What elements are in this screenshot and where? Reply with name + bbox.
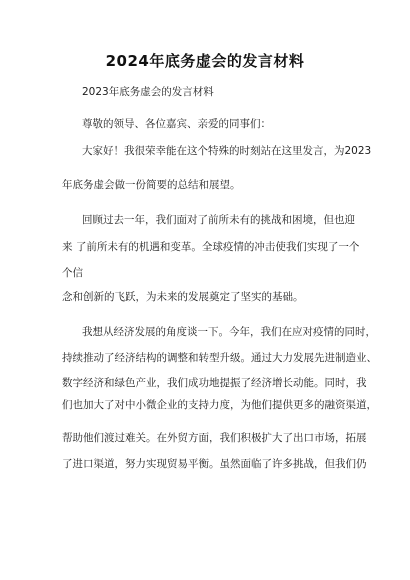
paragraph-line: 来 了前所未有的机遇和变革。全球疫情的冲击使我们实现了一个 [62,241,360,253]
paragraph-line: 我想从经济发展的角度谈一下。今年，我们在应对疫情的同时， [82,326,376,338]
paragraph-line: 回顾过去一年，我们面对了前所未有的挑战和困境，但也迎 [82,214,355,226]
paragraph-line: 念和创新的飞跃，为未来的发展奠定了坚实的基础。 [62,291,304,303]
document-title: 2024年底务虚会的发言材料 [105,52,305,70]
paragraph-line: 个信 [62,267,83,279]
paragraph-line: 大家好！我很荣幸能在这个特殊的时刻站在这里发言，为2023 [82,145,372,157]
salutation-line: 尊敬的领导、各位嘉宾、亲爱的同事们： [82,118,271,130]
paragraph-line: 持续推动了经济结构的调整和转型升级。通过大力发展先进制造业、 [62,352,377,364]
paragraph-line: 帮助他们渡过难关。在外贸方面，我们积极扩大了出口市场，拓展 [62,432,367,444]
paragraph-line: 年底务虚会做一份简要的总结和展望。 [62,179,241,191]
paragraph-line: 们也加大了对中小微企业的支持力度，为他们提供更多的融资渠道， [62,399,377,411]
paragraph-line: 了进口渠道，努力实现贸易平衡。虽然面临了许多挑战，但我们仍 [62,458,367,470]
subtitle-line: 2023年底务虚会的发言材料 [82,86,214,98]
paragraph-line: 数字经济和绿色产业，我们成功地提振了经济增长动能。同时，我 [62,377,367,389]
